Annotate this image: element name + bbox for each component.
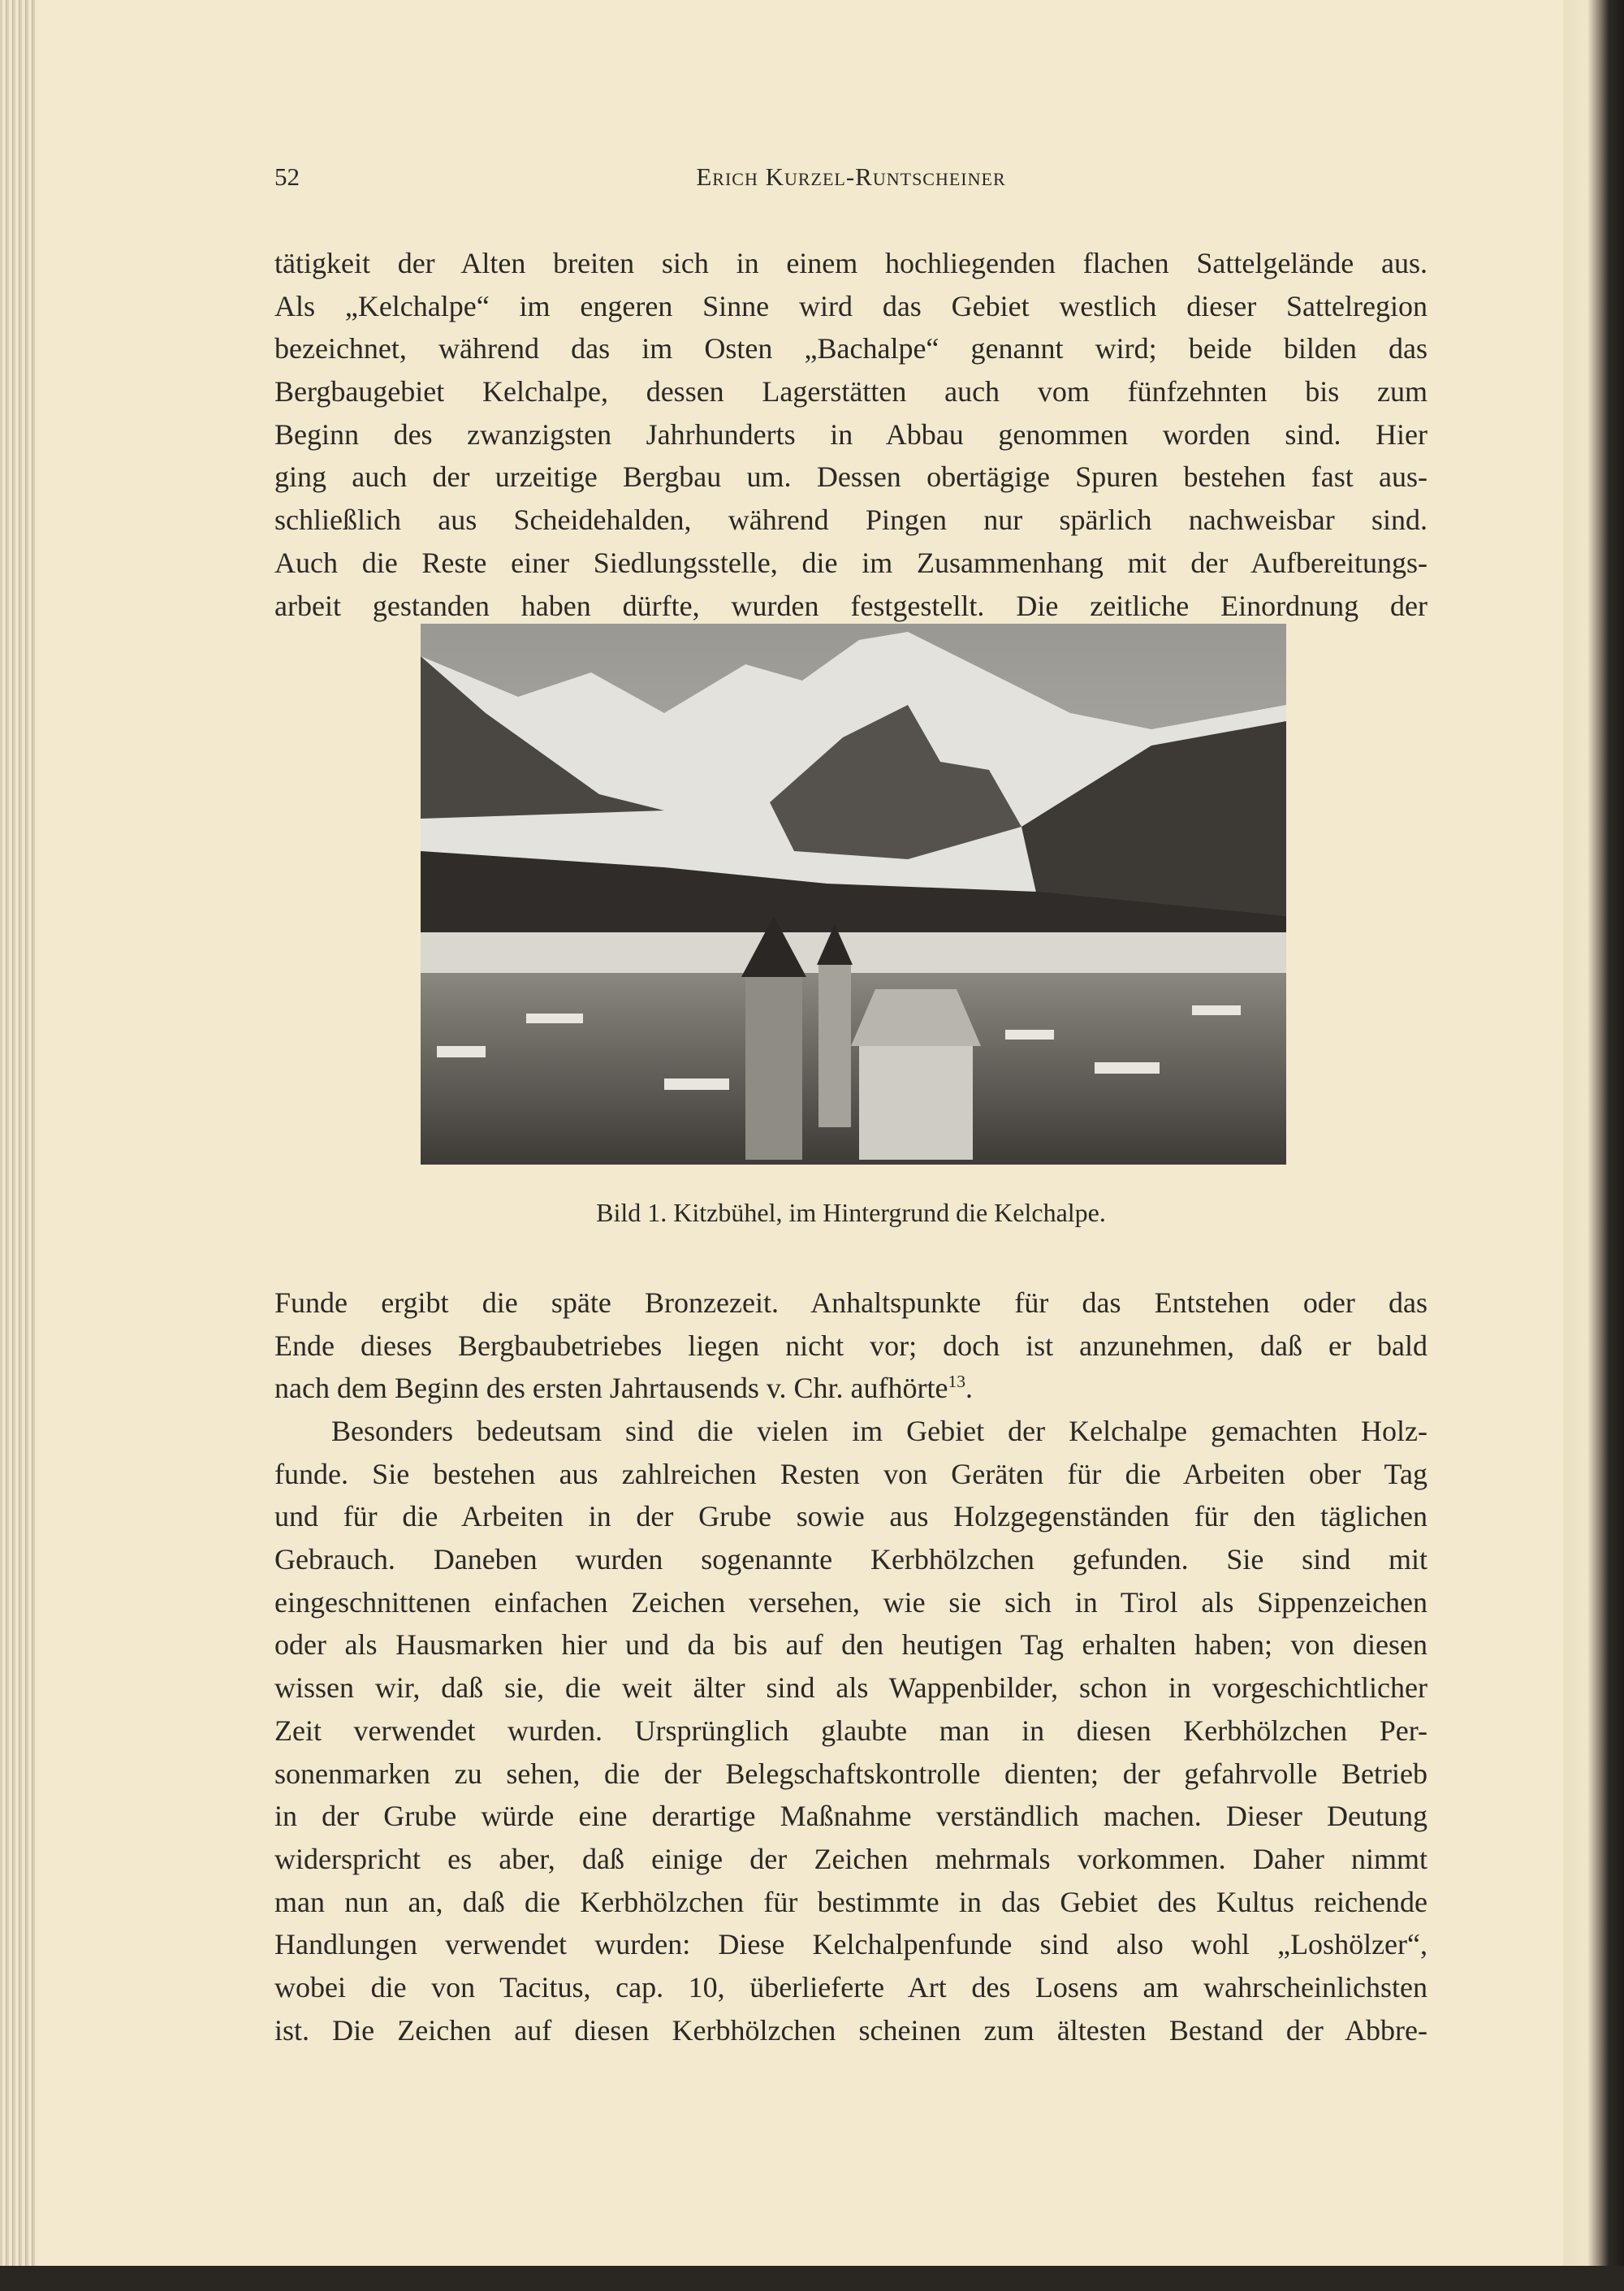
text-line: tätigkeit der Alten breiten sich in einem hochliegenden flachen Sattelgelände aus.	[274, 247, 1427, 279]
text-line: sonenmarken zu sehen, die der Belegschaftskontrolle dienten; der gefahrvolle Betrieb	[274, 1757, 1427, 1790]
text-line: Zeit verwendet wurden. Ursprünglich glaubte man in diesen Kerbhölzchen Per-	[274, 1714, 1427, 1747]
text-line: Gebrauch. Daneben wurden sogenannte Kerbhölzchen gefunden. Sie sind mit	[274, 1543, 1427, 1576]
text-line: wissen wir, daß sie, die weit älter sind als Wappenbilder, schon in vorgeschichtlicher	[274, 1671, 1427, 1705]
text-span: .	[965, 1372, 974, 1405]
text-span: nach dem Beginn des ersten Jahrtausends v. Chr. aufhörte	[274, 1372, 948, 1405]
text-line: man nun an, daß die Kerbhölzchen für bestimmte in das Gebiet des Kultus reichende	[274, 1885, 1427, 1918]
text-line: ging auch der urzeitige Bergbau um. Dessen obertägige Spuren bestehen fast aus-	[274, 460, 1427, 494]
page-header	[274, 162, 1427, 203]
text-line: widerspricht es aber, daß einige der Zeichen mehrmals vorkommen. Daher nimmt	[274, 1842, 1427, 1875]
text-line: Auch die Reste einer Siedlungsstelle, die im Zusammenhang mit der Aufbereitungs-	[274, 546, 1427, 579]
text-line: schließlich aus Scheidehalden, während Pingen nur spärlich nachweisbar sind.	[274, 504, 1427, 537]
figure-photo-kitzbuehel	[421, 624, 1286, 1165]
text-line	[274, 1367, 1427, 1410]
paragraph-2	[274, 1282, 1427, 1410]
figure-caption: Bild 1. Kitzbühel, im Hintergrund die Kelchalpe.	[596, 1198, 1106, 1227]
bottom-edge	[0, 2266, 1624, 2291]
binding-edge	[1563, 0, 1624, 2291]
paragraph-3	[274, 1410, 1427, 2051]
text-line: wobei die von Tacitus, cap. 10, überlieferte Art des Losens am wahrscheinlichsten	[274, 1970, 1427, 2004]
text-line: Ende dieses Bergbaubetriebes liegen nicht vor; doch ist anzunehmen, daß er bald	[274, 1329, 1427, 1362]
text-line: ist. Die Zeichen auf diesen Kerbhölzchen scheinen zum ältesten Bestand der Abbre-	[274, 2013, 1427, 2047]
text-line: und für die Arbeiten in der Grube sowie aus Holzgegenständen für den täglichen	[274, 1500, 1427, 1533]
text-line: funde. Sie bestehen aus zahlreichen Resten von Geräten für die Arbeiten ober Tag	[274, 1457, 1427, 1490]
running-title: Erich Kurzel-Runtscheiner	[696, 162, 1006, 191]
text-line: arbeit gestanden haben dürfte, wurden festgestellt. Die zeitliche Einordnung der	[274, 589, 1427, 622]
text-line: Besonders bedeutsam sind die vielen im Gebiet der Kelchalpe gemachten Holz-	[331, 1415, 1427, 1447]
text-line: Funde ergibt die späte Bronzezeit. Anhaltspunkte für das Entstehen oder das	[274, 1286, 1427, 1319]
footnote-ref[interactable]: 13	[948, 1372, 966, 1392]
text-line: oder als Hausmarken hier und da bis auf den heutigen Tag erhalten haben; von diesen	[274, 1628, 1427, 1662]
text-line: Bergbaugebiet Kelchalpe, dessen Lagerstätten auch vom fünfzehnten bis zum	[274, 375, 1427, 408]
paragraph-1	[274, 242, 1427, 627]
page-number: 52	[274, 162, 300, 191]
text-line: eingeschnittenen einfachen Zeichen versehen, wie sie sich in Tirol als Sippenzeichen	[274, 1585, 1427, 1619]
text-line: Als „Kelchalpe“ im engeren Sinne wird das Gebiet westlich dieser Sattelregion	[274, 289, 1427, 322]
text-line: in der Grube würde eine derartige Maßnahme verständlich machen. Dieser Deutung	[274, 1800, 1427, 1833]
text-line: Handlungen verwendet wurden: Diese Kelchalpenfunde sind also wohl „Loshölzer“,	[274, 1928, 1427, 1961]
page-stack-edge	[0, 0, 37, 2274]
text-line: Beginn des zwanzigsten Jahrhunderts in Abbau genommen worden sind. Hier	[274, 417, 1427, 451]
text-line: bezeichnet, während das im Osten „Bachalpe“ genannt wird; beide bilden das	[274, 332, 1427, 365]
